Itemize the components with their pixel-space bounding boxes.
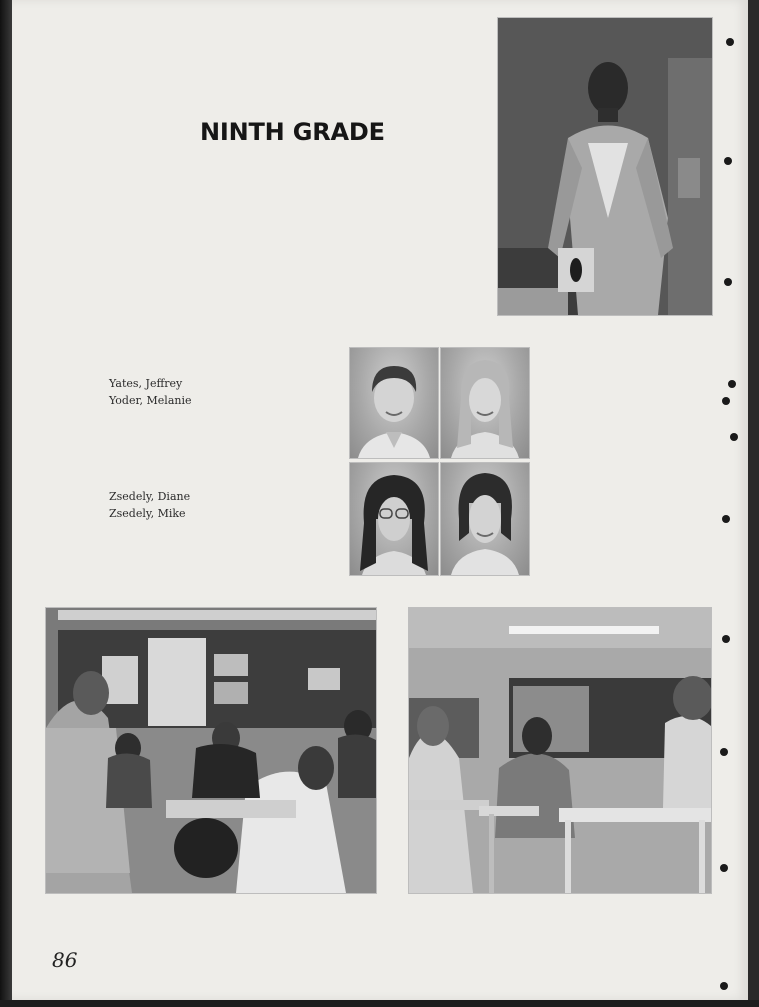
portrait-yates-jeffrey (349, 347, 439, 459)
classroom-photo-left (45, 607, 377, 894)
name-list-row-1 (109, 375, 191, 409)
binder-hole (728, 380, 736, 388)
binder-hole (722, 635, 730, 643)
binder-hole (720, 864, 728, 872)
page-heading: NINTH GRADE (200, 118, 385, 146)
binder-hole (720, 748, 728, 756)
student-name: Yates, Jeffrey (109, 377, 183, 390)
standing-student-photo (497, 17, 713, 316)
binder-hole (722, 515, 730, 523)
bottom-edge (0, 1000, 759, 1007)
classroom-photo-right (408, 607, 712, 894)
student-name: Yoder, Melanie (109, 394, 192, 407)
name-list-row-2 (109, 488, 190, 522)
binder-hole (722, 397, 730, 405)
portrait-zsedely-mike (440, 462, 530, 576)
binder-hole (730, 433, 738, 441)
page-number: 86 (52, 948, 78, 972)
binder-hole (724, 157, 732, 165)
portrait-zsedely-diane (349, 462, 439, 576)
binder-hole (720, 982, 728, 990)
student-name: Zsedely, Mike (109, 507, 186, 520)
binding-edge (0, 0, 12, 1007)
yearbook-page (12, 0, 748, 1000)
binder-hole (726, 38, 734, 46)
binder-hole (724, 278, 732, 286)
portrait-yoder-melanie (440, 347, 530, 459)
student-name: Zsedely, Diane (109, 490, 191, 503)
